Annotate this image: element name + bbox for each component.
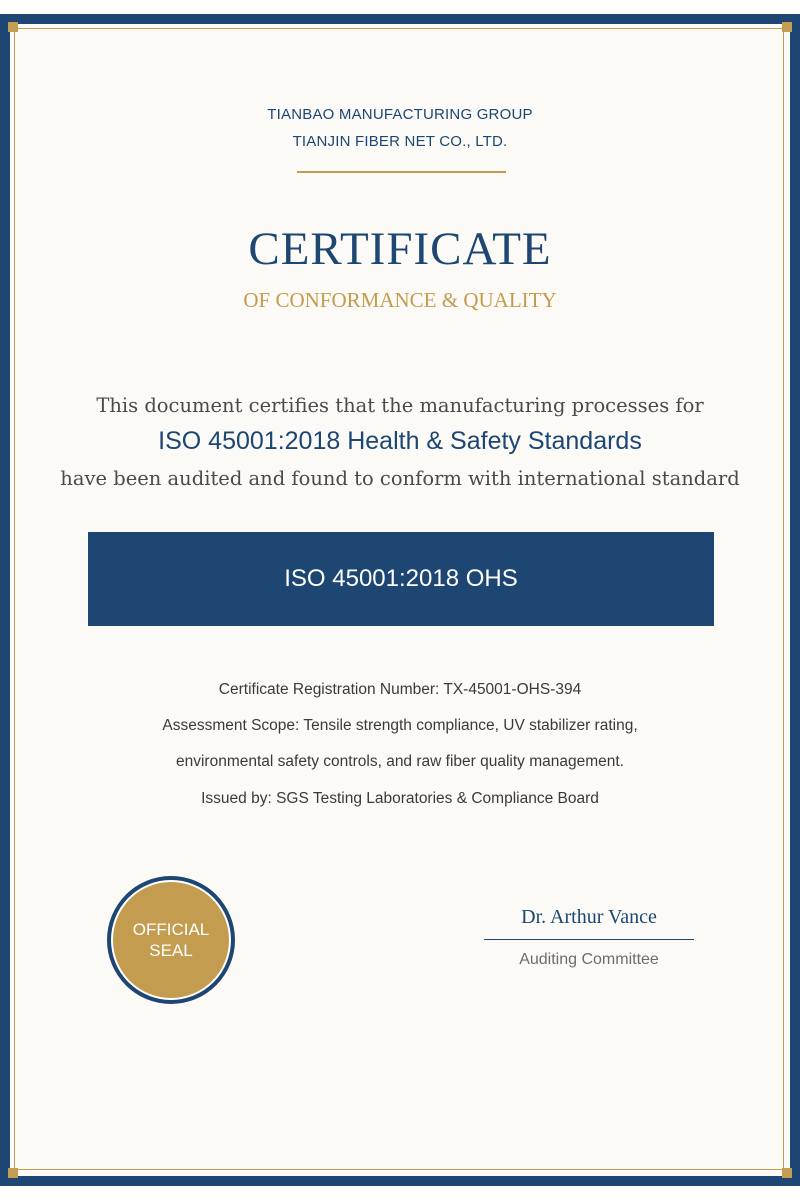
issuer-group-name: TIANBAO MANUFACTURING GROUP bbox=[267, 106, 533, 123]
statement-line-1: This document certifies that the manufacturing processes for bbox=[96, 394, 704, 417]
corner-ornament-top-left bbox=[8, 22, 18, 32]
signatory-role: Auditing Committee bbox=[519, 951, 659, 968]
seal-text-line-1: OFFICIAL bbox=[132, 920, 210, 939]
certificate-title: CERTIFICATE bbox=[248, 223, 552, 275]
corner-ornament-bottom-right bbox=[782, 1168, 792, 1178]
signatory-name: Dr. Arthur Vance bbox=[521, 906, 657, 928]
corner-ornament-top-right bbox=[782, 22, 792, 32]
assessment-scope-line-2: environmental safety controls, and raw fiber quality management. bbox=[175, 753, 624, 770]
statement-line-2: have been audited and found to conform with international standard bbox=[60, 467, 740, 490]
header-divider bbox=[297, 171, 506, 173]
standard-name: ISO 45001:2018 Health & Safety Standards bbox=[158, 427, 642, 455]
standard-banner-text: ISO 45001:2018 OHS bbox=[284, 565, 518, 592]
corner-ornament-bottom-left bbox=[8, 1168, 18, 1178]
official-seal bbox=[111, 880, 231, 1000]
seal-text-line-2: SEAL bbox=[149, 941, 193, 960]
certificate-subtitle: OF CONFORMANCE & QUALITY bbox=[243, 288, 557, 312]
issued-by: Issued by: SGS Testing Laboratories & Compliance Board bbox=[201, 790, 599, 807]
registration-number: Certificate Registration Number: TX-45001-OHS-394 bbox=[218, 681, 582, 698]
assessment-scope-line-1: Assessment Scope: Tensile strength compliance, UV stabilizer rating, bbox=[162, 717, 638, 734]
standard-banner bbox=[88, 532, 714, 626]
signature-line bbox=[484, 939, 694, 940]
issuer-company-name: TIANJIN FIBER NET CO., LTD. bbox=[292, 133, 508, 150]
